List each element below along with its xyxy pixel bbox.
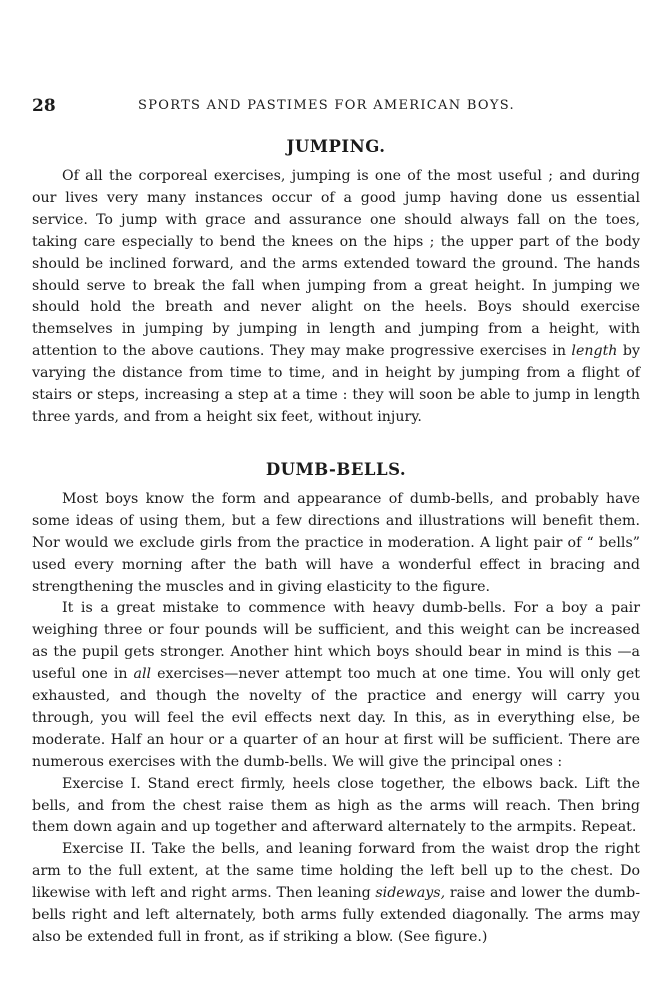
text-run: Most boys know the form and appearance of dumb-bells, and probably have some ideas of using them, but a few directions and illustrations will benefit them. Nor would we exclude girls from the practice in moderation. A light pair of “ bells” used every morning after the bath will have a wonderful effect in bracing and strengthening the muscles and in giving elasticity to the figure. xyxy=(32,490,640,595)
text-run: Exercise I. Stand erect firmly, heels close together, the elbows back. Lift the bells, and from the chest raise them as high as the arms will reach. Then bring them down again and up together and afterward alternately to the armpits. Repeat. xyxy=(32,775,640,836)
text-run: raise and lower the dumb-bells right and left alternately, both arms fully extended diagonally. The arms may also be extended full in front, as if striking a blow. (See figure.) xyxy=(32,885,641,945)
jumping-paragraph xyxy=(32,166,640,429)
text-run: by varying the distance from time to time, and in height by jumping from a flight of stairs or steps, increasing a step at a time : they will soon be able to jump in length three yards, and from a height six feet, without injury. xyxy=(32,343,640,425)
text-run: Exercise II. Take the bells, and leaning forward from the waist drop the right arm to the full extent, at the same time holding the left bell up to the chest. Do likewise with left and right arms. Then leaning xyxy=(32,841,640,902)
section-dumb-bells xyxy=(32,459,640,949)
page-number: 28 xyxy=(32,96,56,116)
running-head xyxy=(32,96,640,118)
running-title: SPORTS AND PASTIMES FOR AMERICAN BOYS. xyxy=(138,98,515,113)
text-run: It is a great mistake to commence with heavy dumb-bells. For a boy a pair weighing three or four pounds will be sufficient, and this weight can be increased as the pupil gets stronger. Another hint which boys should bear in mind is this —a useful one in xyxy=(32,600,640,683)
italic-word-all: all xyxy=(133,666,152,683)
exercise-two-paragraph xyxy=(32,839,640,949)
section-jumping xyxy=(32,136,640,429)
dumb-bells-caution-paragraph xyxy=(32,598,640,773)
italic-word-sideways: sideways, xyxy=(375,885,446,902)
section-title-jumping: JUMPING. xyxy=(286,137,386,156)
book-page xyxy=(32,96,640,949)
italic-word-length: length xyxy=(571,343,618,360)
dumb-bells-intro-paragraph xyxy=(32,489,640,599)
exercise-one-paragraph xyxy=(32,774,640,840)
text-run: exercises—never attempt too much at one time. You will only get exhausted, and though the novelty of the practice and energy will carry you through, you will feel the evil effects next day. In this, as in everything else, be moderate. Half an hour or a quarter of an hour at first will be sufficient. There are numerous exercises with the dumb-bells. We will give the principal ones : xyxy=(32,666,640,770)
section-title-dumb-bells: DUMB-BELLS. xyxy=(265,459,407,479)
text-run: Of all the corporeal exercises, jumping is one of the most useful ; and during our lives very many instances occur of a good jump having done us essential service. To jump with grace and assurance one should always fall on the toes, taking care especially to bend the knees on the hips ; the upper part of the body should be inclined forward, and the arms extended toward the ground. The hands should serve to break the fall when jumping from a great height. In jumping we should hold the breath and never alight on the heels. Boys should exercise themselves in jumping by jumping in length and jumping from a height, with attention to the above cautions. They may make progressive exercises in xyxy=(32,168,640,360)
